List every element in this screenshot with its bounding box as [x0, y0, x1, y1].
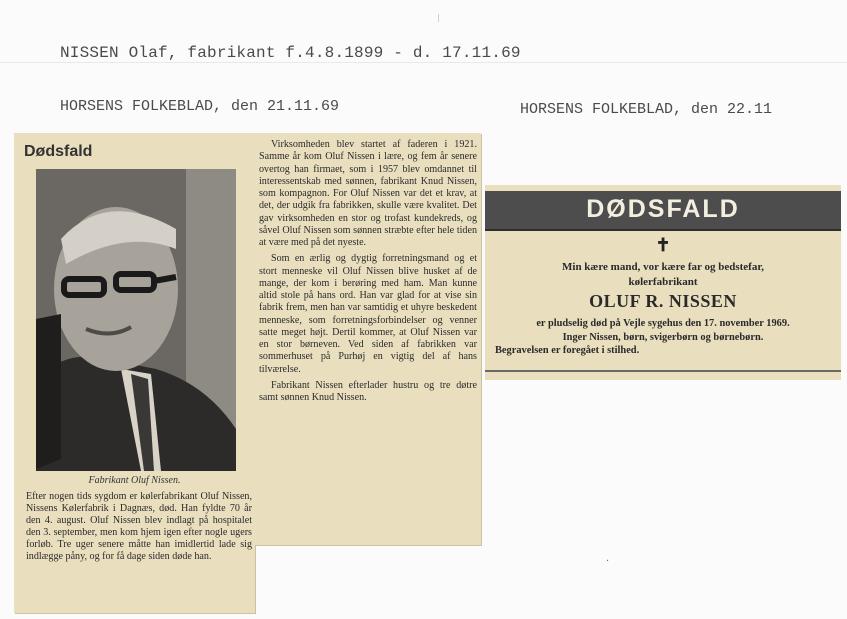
paragraph: Virksomheden blev startet af faderen i 1921. Samme år kom Oluf Nissen i lære, og fem år senere overtog han firmaet, som i 1957 blev omdannet til interessentskab med sønnen, fabrikant Knud Nissen, som kompagnon. For Oluf Nissen var det et krav, at det, der udgik fra fabrikken, skulle være kvalitet. Det gav virksomheden en stor og trofast kundekreds, og såvel Oluf Nissen som sønnen stræbte efter hele tiden at være med på det nyeste. [259, 139, 477, 248]
obituary-clipping-middle [255, 133, 481, 545]
notice-funeral: Begravelsen er foregået i stilhed. [495, 345, 640, 356]
notice-bottom-rule [485, 370, 841, 372]
obituary-continued-text [259, 139, 477, 408]
paper-speck: · [606, 556, 610, 567]
notice-family: Inger Nissen, børn, svigerbørn og børnebørn. [562, 332, 764, 343]
paragraph: Som en ærlig og dygtig forretningsmand og et stort menneske vil Oluf Nissen blive husket af de mange, der kom i berøring med ham. Man kunne altid stole på hans ord. Han var glad for at vise sin fabrik frem, men han var samtidig et uhyre beskedent menneske, som forretningsforbindelser og venner satte meget højt. Dertil kommer, at Oluf Nissen var en stor børneven. Ved siden af fabrikken var sommerhuset på Purhøj en vigtig del af hans tilværelse. [259, 253, 477, 375]
notice-role: kølerfabrikant [628, 276, 698, 288]
obituary-intro-text: Efter nogen tids sygdom er kølerfabrikant Oluf Nissen, Nissens Kølerfabrik i Dagnæs, død. Han fyldte 70 år den 4. august. Oluf Nissen blev indlagt på hospitalet den 3. september, men kom hjem igen efter nogle ugers forløb. Tre uger senere måtte han imidlertid lade sig indlægge påny, og for få dage siden døde han. [26, 491, 252, 563]
paper-rule [0, 62, 847, 63]
portrait-photo [36, 169, 236, 471]
record-title: NISSEN Olaf, fabrikant f.4.8.1899 - d. 17.11.69 [60, 44, 521, 62]
source-label-left: HORSENS FOLKEBLAD, den 21.11.69 [60, 98, 340, 115]
portrait-image [36, 169, 236, 471]
notice-death-text: er pludselig død på Vejle sygehus den 17. november 1969. [536, 318, 790, 329]
notice-name: OLUF R. NISSEN [589, 291, 737, 311]
paragraph: Fabrikant Nissen efterlader hustru og tre døtre samt sønnen Knud Nissen. [259, 379, 477, 403]
notice-heading-bar [485, 191, 841, 231]
photo-caption: Fabrikant Oluf Nissen. [88, 475, 181, 486]
death-notice-clipping [485, 185, 841, 380]
notice-intro: Min kære mand, vor kære far og bedstefar, [562, 261, 764, 273]
cross-icon: ✝ [655, 235, 671, 255]
notice-heading: DØDSFALD [586, 195, 740, 223]
obituary-clipping-left [14, 133, 255, 613]
paper-mark [438, 14, 439, 22]
source-label-right: HORSENS FOLKEBLAD, den 22.11 [520, 101, 773, 118]
clipping-heading: Dødsfald [24, 143, 93, 160]
